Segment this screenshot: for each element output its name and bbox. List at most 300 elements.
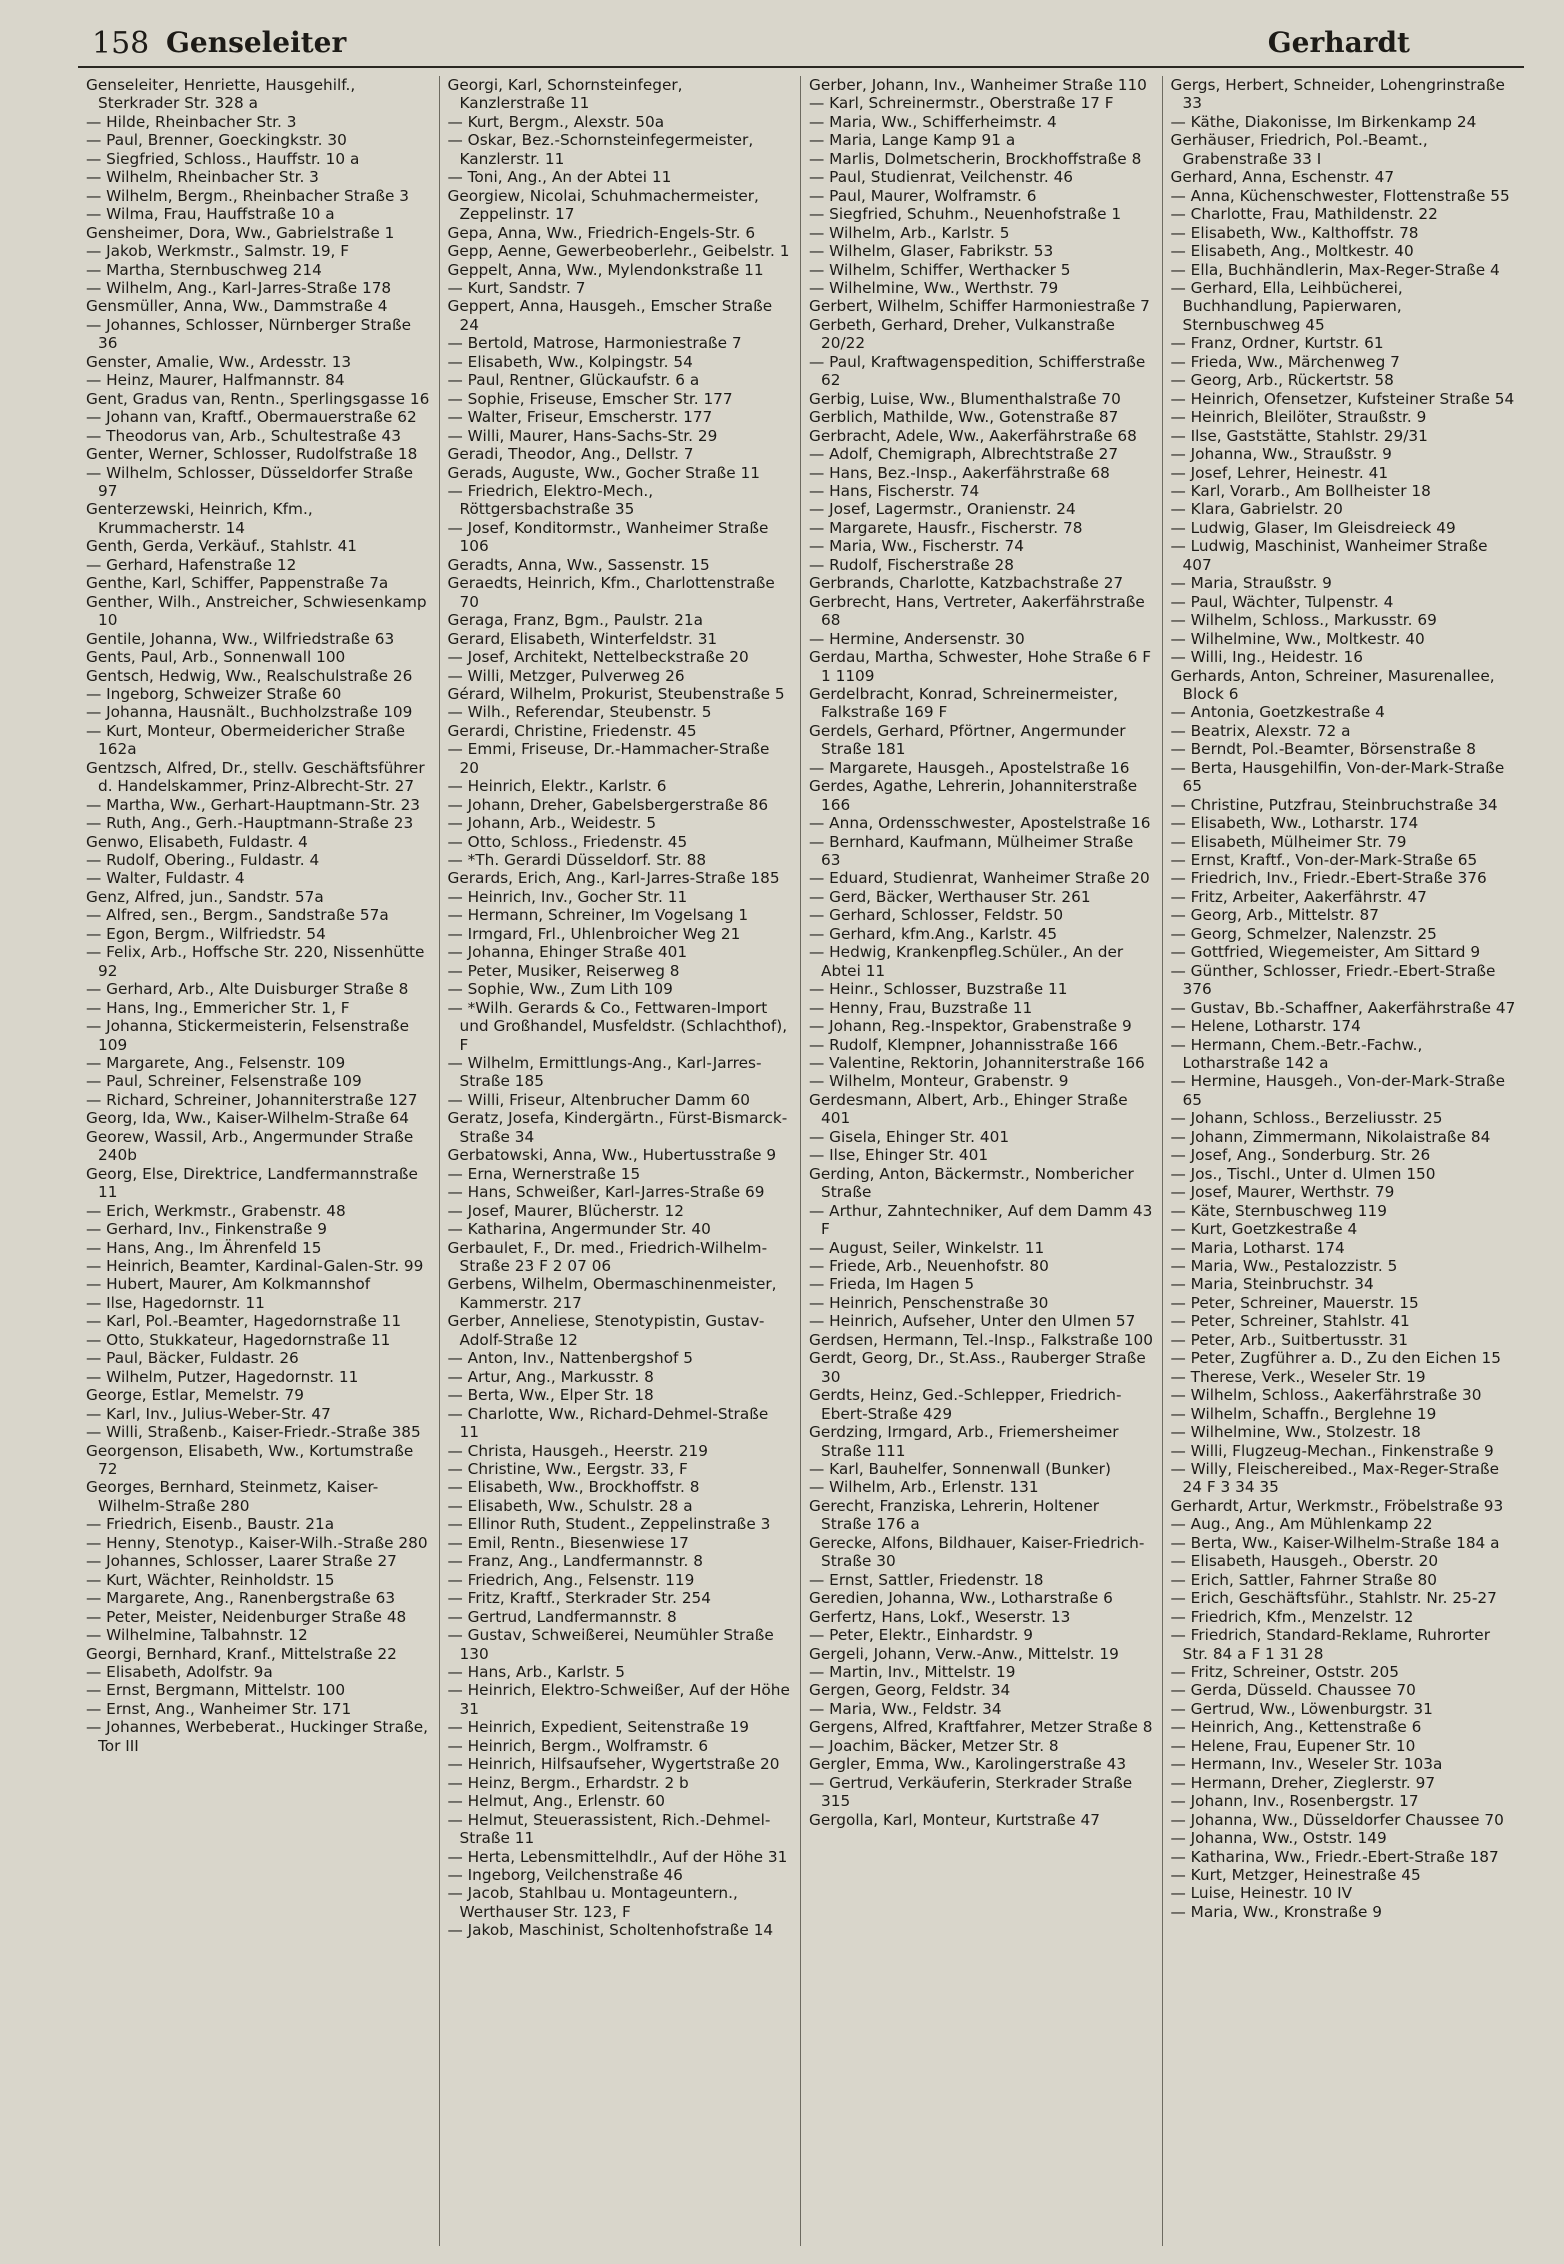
directory-entry: — Hermine, Hausgeh., Von-der-Mark-Straße 65: [1170, 1072, 1505, 1109]
directory-entry: — Josef, Maurer, Blücherstr. 12: [447, 1201, 684, 1220]
directory-entry: Geratz, Josefa, Kindergärtn., Fürst-Bismarck-Straße 34: [447, 1109, 788, 1146]
directory-entry: — Käte, Sternbuschweg 119: [1170, 1201, 1387, 1220]
directory-entry: — Wilhelm, Ermittlungs-Ang., Karl-Jarres-Straße 185: [447, 1054, 762, 1091]
directory-entry: — Charlotte, Frau, Mathildenstr. 22: [1170, 205, 1438, 224]
directory-entry: — Wilhelm, Arb., Karlstr. 5: [809, 223, 1010, 242]
directory-entry: Gerdsen, Hermann, Tel.-Insp., Falkstraße 100: [809, 1330, 1153, 1349]
directory-entry: — Johanna, Stickermeisterin, Felsenstraße 109: [86, 1017, 409, 1054]
directory-entry: — Gustav, Bb.-Schaffner, Aakerfährstraße 47: [1170, 998, 1516, 1017]
directory-entry: — Christine, Putzfrau, Steinbruchstraße 34: [1170, 795, 1498, 814]
directory-entry: — Maria, Ww., Pestalozzistr. 5: [1170, 1257, 1398, 1275]
directory-entry: — Paul, Maurer, Wolframstr. 6: [809, 186, 1037, 205]
directory-entry: — Antonia, Goetzkestraße 4: [1170, 703, 1385, 722]
directory-entry: — Georg, Schmelzer, Nalenzstr. 25: [1170, 924, 1437, 943]
right-running-head: Gerhardt: [1267, 26, 1410, 59]
directory-entry: Georgenson, Elisabeth, Ww., Kortumstraße 72: [86, 1441, 414, 1478]
directory-entry: — Paul, Brenner, Goeckingkstr. 30: [86, 131, 347, 150]
directory-entry: — Maria, Ww., Schifferheimstr. 4: [809, 112, 1057, 131]
directory-entry: — Arthur, Zahntechniker, Auf dem Damm 43 F: [809, 1201, 1153, 1239]
page-header: [78, 22, 1524, 68]
directory-entry: — Käthe, Diakonisse, Im Birkenkamp 24: [1170, 112, 1477, 131]
directory-entry: Geppelt, Anna, Ww., Mylendonkstraße 11: [447, 260, 764, 279]
directory-entry: — Marlis, Dolmetscherin, Brockhoffstraße 8: [809, 149, 1142, 168]
directory-entry: — Wilh., Referendar, Steubenstr. 5: [447, 703, 712, 722]
directory-entry: — Johann, Reg.-Inspektor, Grabenstraße 9: [809, 1017, 1132, 1036]
directory-entry: Gerbens, Wilhelm, Obermaschinenmeister, Kammerstr. 217: [447, 1275, 777, 1312]
directory-entry: — Heinrich, Inv., Gocher Str. 11: [447, 887, 688, 906]
directory-entry: — Egon, Bergm., Wilfriedstr. 54: [86, 924, 326, 943]
directory-entry: Gerecke, Alfons, Bildhauer, Kaiser-Friedrich-Straße 30: [809, 1533, 1145, 1571]
directory-entry: Geppert, Anna, Hausgeh., Emscher Straße 24: [447, 297, 773, 334]
directory-entry: — Johanna, Ww., Oststr. 149: [1170, 1829, 1387, 1848]
directory-entry: — Wilhelm, Ang., Karl-Jarres-Straße 178: [86, 278, 392, 297]
directory-entry: Genthe, Karl, Schiffer, Pappenstraße 7a: [86, 574, 389, 593]
directory-entry: — Ingeborg, Schweizer Straße 60: [86, 684, 342, 703]
directory-entry: — Ilse, Ehinger Str. 401: [809, 1146, 989, 1165]
directory-entry: — Anton, Inv., Nattenbergshof 5: [447, 1349, 694, 1368]
directory-entry: Gerads, Auguste, Ww., Gocher Straße 11: [447, 463, 760, 482]
directory-entry: — Hermann, Schreiner, Im Vogelsang 1: [447, 906, 749, 925]
directory-entry: Gerard, Elisabeth, Winterfeldstr. 31: [447, 629, 718, 648]
directory-entry: — Alfred, sen., Bergm., Sandstraße 57a: [86, 906, 389, 925]
directory-entry: — Wilhelm, Bergm., Rheinbacher Straße 3: [86, 186, 409, 205]
directory-entry: Gerdesmann, Albert, Arb., Ehinger Straße 401: [809, 1090, 1128, 1128]
directory-entry: — Heinrich, Aufseher, Unter den Ulmen 57: [809, 1312, 1136, 1331]
directory-entry: Gents, Paul, Arb., Sonnenwall 100: [86, 648, 346, 667]
directory-entry: Gerbig, Luise, Ww., Blumenthalstraße 70: [809, 389, 1121, 408]
directory-entry: — Gertrud, Ww., Löwenburgstr. 31: [1170, 1699, 1433, 1718]
directory-entry: — Maria, Lotharst. 174: [1170, 1238, 1345, 1257]
directory-columns: [78, 76, 1524, 2246]
directory-entry: — Peter, Elektr., Einhardstr. 9: [809, 1626, 1034, 1645]
directory-entry: — Frieda, Im Hagen 5: [809, 1275, 975, 1294]
directory-entry: — Siegfried, Schloss., Hauffstr. 10 a: [86, 149, 360, 168]
directory-entry: Gerbeth, Gerhard, Dreher, Vulkanstraße 20/22: [809, 315, 1115, 353]
directory-entry: Geredien, Johanna, Ww., Lotharstraße 6: [809, 1589, 1113, 1608]
directory-entry: Gepa, Anna, Ww., Friedrich-Engels-Str. 6: [447, 223, 756, 242]
directory-entry: Gergens, Alfred, Kraftfahrer, Metzer Straße 8: [809, 1718, 1153, 1737]
column-1: [78, 76, 440, 2246]
directory-entry: — Friedrich, Ang., Felsenstr. 119: [447, 1570, 695, 1589]
directory-entry: — Johannes, Schlosser, Nürnberger Straße 36: [86, 315, 412, 353]
directory-entry: — Toni, Ang., An der Abtei 11: [447, 168, 672, 187]
directory-entry: — Henny, Stenotyp., Kaiser-Wilh.-Straße 280: [86, 1533, 428, 1552]
directory-entry: — Friedrich, Elektro-Mech., Röttgersbachstraße 35: [447, 481, 654, 519]
directory-entry: — Irmgard, Frl., Uhlenbroicher Weg 21: [447, 924, 741, 943]
directory-entry: Gent, Gradus van, Rentn., Sperlingsgasse 16: [86, 389, 430, 408]
directory-entry: — Ruth, Ang., Gerh.-Hauptmann-Straße 23: [86, 814, 414, 833]
directory-entry: — Maria, Lange Kamp 91 a: [809, 131, 1016, 150]
directory-entry: — Ingeborg, Veilchenstraße 46: [447, 1865, 683, 1884]
directory-entry: — Willy, Fleischereibed., Max-Reger-Straße 24 F 3 34 35: [1170, 1459, 1500, 1497]
directory-entry: Gerecht, Franziska, Lehrerin, Holtener Straße 176 a: [809, 1496, 1100, 1534]
directory-entry: — Elisabeth, Adolfstr. 9a: [86, 1662, 273, 1681]
directory-entry: — Hermann, Dreher, Zieglerstr. 97: [1170, 1773, 1436, 1792]
directory-entry: — Ernst, Bergmann, Mittelstr. 100: [86, 1681, 346, 1700]
directory-entry: — Jakob, Maschinist, Scholtenhofstraße 14: [447, 1921, 774, 1940]
directory-entry: Georg, Ida, Ww., Kaiser-Wilhelm-Straße 64: [86, 1109, 410, 1128]
directory-entry: — Heinrich, Elektro-Schweißer, Auf der Höhe 31: [447, 1681, 790, 1718]
directory-entry: — Heinrich, Beamter, Kardinal-Galen-Str. 99: [86, 1257, 424, 1275]
directory-entry: Gerbrands, Charlotte, Katzbachstraße 27: [809, 574, 1124, 593]
directory-entry: — Wilhelm, Glaser, Fabrikstr. 53: [809, 242, 1054, 261]
directory-entry: — Katharina, Angermunder Str. 40: [447, 1220, 711, 1239]
directory-entry: — Karl, Pol.-Beamter, Hagedornstraße 11: [86, 1312, 402, 1331]
directory-entry: — Kurt, Goetzkestraße 4: [1170, 1220, 1358, 1239]
directory-entry: — Heinrich, Ang., Kettenstraße 6: [1170, 1718, 1422, 1737]
directory-entry: — Hans, Bez.-Insp., Aakerfährstraße 68: [809, 463, 1110, 482]
directory-entry: Genz, Alfred, jun., Sandstr. 57a: [86, 887, 324, 906]
directory-entry: — *Th. Gerardi Düsseldorf. Str. 88: [447, 851, 707, 870]
directory-entry: — Peter, Meister, Neidenburger Straße 48: [86, 1607, 407, 1626]
directory-entry: — Paul, Schreiner, Felsenstraße 109: [86, 1072, 362, 1091]
directory-entry: — Johanna, Hausnält., Buchholzstraße 109: [86, 703, 413, 722]
directory-entry: — Gerhard, Arb., Alte Duisburger Straße 8: [86, 980, 409, 999]
directory-entry: — Karl, Vorarb., Am Bollheister 18: [1170, 481, 1431, 500]
directory-entry: — Heinrich, Bergm., Wolframstr. 6: [447, 1736, 709, 1755]
column-4: [1163, 76, 1525, 2246]
directory-entry: — Heinrich, Ofensetzer, Kufsteiner Straße 54: [1170, 389, 1515, 408]
directory-entry: Geradts, Anna, Ww., Sassenstr. 15: [447, 555, 710, 574]
directory-entry: — Wilhelm, Putzer, Hagedornstr. 11: [86, 1367, 359, 1386]
directory-entry: — Margarete, Ang., Felsenstr. 109: [86, 1054, 346, 1073]
directory-entry: — Gerhard, Inv., Finkenstraße 9: [86, 1220, 327, 1239]
directory-entry: — Paul, Rentner, Glückaufstr. 6 a: [447, 371, 700, 390]
directory-entry: — Friede, Arb., Neuenhofstr. 80: [809, 1257, 1049, 1275]
directory-entry: — Günther, Schlosser, Friedr.-Ebert-Straße 376: [1170, 961, 1496, 999]
directory-entry: — Johanna, Ehinger Straße 401: [447, 943, 688, 962]
directory-entry: — Berndt, Pol.-Beamter, Börsenstraße 8: [1170, 740, 1476, 759]
directory-entry: — Peter, Schreiner, Stahlstr. 41: [1170, 1312, 1410, 1331]
directory-entry: — Johann, Arb., Weidestr. 5: [447, 814, 657, 833]
directory-entry: — Bertold, Matrose, Harmoniestraße 7: [447, 334, 742, 353]
directory-entry: — Katharina, Ww., Friedr.-Ebert-Straße 187: [1170, 1847, 1499, 1866]
directory-entry: Gerhäuser, Friedrich, Pol.-Beamt., Grabenstraße 33 I: [1170, 131, 1428, 168]
directory-entry: Gerdelbracht, Konrad, Schreinermeister, Falkstraße 169 F: [809, 684, 1118, 722]
directory-entry: — Karl, Bauhelfer, Sonnenwall (Bunker): [809, 1459, 1111, 1478]
directory-entry: — Hermine, Andersenstr. 30: [809, 629, 1025, 648]
directory-entry: — Fritz, Arbeiter, Aakerfährstr. 47: [1170, 887, 1427, 906]
directory-entry: — Wilhelm, Schloss., Aakerfährstraße 30: [1170, 1386, 1482, 1405]
directory-entry: — Erna, Wernerstraße 15: [447, 1164, 641, 1183]
directory-entry: — Christine, Ww., Eergstr. 33, F: [447, 1459, 688, 1478]
directory-entry: — Helmut, Ang., Erlenstr. 60: [447, 1792, 665, 1811]
directory-entry: Gerdts, Heinz, Ged.-Schlepper, Friedrich-Ebert-Straße 429: [809, 1386, 1122, 1423]
directory-entry: — Gerda, Düsseld. Chaussee 70: [1170, 1681, 1416, 1700]
directory-entry: — Johann, Inv., Rosenbergstr. 17: [1170, 1792, 1419, 1811]
directory-entry: Gerards, Erich, Ang., Karl-Jarres-Straße 185: [447, 869, 780, 888]
directory-entry: Genwo, Elisabeth, Fuldastr. 4: [86, 832, 308, 851]
directory-entry: — Erich, Werkmstr., Grabenstr. 48: [86, 1201, 346, 1220]
directory-entry: — Walter, Friseur, Emscherstr. 177: [447, 408, 713, 427]
directory-entry: Genterzewski, Heinrich, Kfm., Krummacherstr. 14: [86, 500, 313, 537]
directory-entry: — Ernst, Kraftf., Von-der-Mark-Straße 65: [1170, 851, 1478, 870]
directory-entry: — Berta, Hausgehilfin, Von-der-Mark-Straße 65: [1170, 758, 1505, 796]
directory-entry: — Henny, Frau, Buzstraße 11: [809, 998, 1033, 1017]
directory-entry: — Josef, Lagermstr., Oranienstr. 24: [809, 500, 1076, 519]
directory-entry: — Eduard, Studienrat, Wanheimer Straße 20: [809, 869, 1150, 888]
directory-entry: — Karl, Inv., Julius-Weber-Str. 47: [86, 1404, 331, 1423]
directory-entry: — Maria, Straußstr. 9: [1170, 574, 1332, 593]
directory-entry: — Wilhelm, Schlosser, Düsseldorfer Straße 97: [86, 463, 414, 500]
directory-entry: — Maria, Ww., Fischerstr. 74: [809, 537, 1024, 556]
column-2: [440, 76, 802, 2246]
directory-entry: Gepp, Aenne, Gewerbeoberlehr., Geibelstr. 1: [447, 242, 790, 261]
directory-entry: — Maria, Steinbruchstr. 34: [1170, 1275, 1374, 1294]
directory-entry: — Wilhelmine, Ww., Werthstr. 79: [809, 278, 1059, 297]
directory-entry: — Josef, Maurer, Werthstr. 79: [1170, 1183, 1395, 1202]
directory-entry: — Margarete, Hausgeh., Apostelstraße 16: [809, 758, 1130, 777]
directory-entry: — Elisabeth, Hausgeh., Oberstr. 20: [1170, 1552, 1439, 1571]
directory-entry: Gerdels, Gerhard, Pförtner, Angermunder Straße 181: [809, 721, 1126, 759]
directory-entry: — Hans, Arb., Karlstr. 5: [447, 1662, 625, 1681]
directory-entry: — Herta, Lebensmittelhdlr., Auf der Höhe 31: [447, 1847, 788, 1866]
directory-entry: Gergeli, Johann, Verw.-Anw., Mittelstr. 19: [809, 1644, 1119, 1663]
directory-entry: Geraedts, Heinrich, Kfm., Charlottenstraße 70: [447, 574, 775, 611]
directory-entry: Gentzsch, Alfred, Dr., stellv. Geschäftsführer d. Handelskammer, Prinz-Albrecht-Str. 27: [86, 758, 425, 796]
directory-entry: — Hermann, Inv., Weseler Str. 103a: [1170, 1755, 1443, 1774]
directory-entry: Geraga, Franz, Bgm., Paulstr. 21a: [447, 611, 703, 630]
directory-entry: — Wilhelmine, Ww., Stolzestr. 18: [1170, 1423, 1421, 1442]
directory-entry: Gerbaulet, F., Dr. med., Friedrich-Wilhelm-Straße 23 F 2 07 06: [447, 1238, 768, 1275]
directory-entry: — Heinrich, Elektr., Karlstr. 6: [447, 777, 667, 796]
directory-entry: — Wilhelm, Schaffn., Berglehne 19: [1170, 1404, 1437, 1423]
directory-entry: — Theodorus van, Arb., Schultestraße 43: [86, 426, 401, 445]
directory-entry: — Felix, Arb., Hoffsche Str. 220, Nissenhütte 92: [86, 943, 425, 980]
directory-entry: Georg, Else, Direktrice, Landfermannstraße 11: [86, 1164, 418, 1202]
directory-entry: — Josef, Architekt, Nettelbeckstraße 20: [447, 648, 749, 667]
directory-entry: — Johann van, Kraftf., Obermauerstraße 62: [86, 408, 417, 427]
directory-entry: — Gottfried, Wiegemeister, Am Sittard 9: [1170, 943, 1481, 962]
directory-entry: — Martha, Sternbuschweg 214: [86, 260, 322, 279]
directory-entry: — Gerhard, Ella, Leihbücherei, Buchhandlung, Papierwaren, Sternbuschweg 45: [1170, 278, 1403, 334]
directory-entry: — Elisabeth, Ww., Kolpingstr. 54: [447, 352, 693, 371]
directory-entry: — Hans, Ing., Emmericher Str. 1, F: [86, 998, 350, 1017]
directory-entry: Geradi, Theodor, Ang., Dellstr. 7: [447, 445, 694, 464]
directory-entry: — Hans, Ang., Im Ährenfeld 15: [86, 1238, 322, 1257]
directory-entry: Gerding, Anton, Bäckermstr., Nombericher Straße: [809, 1164, 1134, 1202]
directory-entry: Gentile, Johanna, Ww., Wilfriedstraße 63: [86, 629, 395, 648]
directory-entry: — Elisabeth, Ww., Brockhoffstr. 8: [447, 1478, 700, 1497]
directory-entry: — Hubert, Maurer, Am Kolkmannshof: [86, 1275, 371, 1294]
directory-entry: Georgiew, Nicolai, Schuhmachermeister, Zeppelinstr. 17: [447, 186, 759, 224]
directory-entry: — Gerhard, Schlosser, Feldstr. 50: [809, 906, 1064, 925]
directory-entry: — Wilhelm, Monteur, Grabenstr. 9: [809, 1072, 1069, 1091]
directory-entry: Georges, Bernhard, Steinmetz, Kaiser-Wilhelm-Straße 280: [86, 1478, 379, 1515]
directory-entry: — Otto, Schloss., Friedenstr. 45: [447, 832, 688, 851]
directory-entry: — Wilhelm, Schiffer, Werthacker 5: [809, 260, 1071, 279]
directory-entry: — Fritz, Schreiner, Oststr. 205: [1170, 1662, 1399, 1681]
directory-entry: — Elisabeth, Ww., Lotharstr. 174: [1170, 814, 1419, 833]
directory-entry: — Luise, Heinestr. 10 IV: [1170, 1884, 1353, 1903]
directory-entry: — Friedrich, Standard-Reklame, Ruhrorter Str. 84 a F 1 31 28: [1170, 1626, 1490, 1663]
directory-entry: — August, Seiler, Winkelstr. 11: [809, 1238, 1045, 1257]
directory-entry: — Heinr., Schlosser, Buzstraße 11: [809, 980, 1068, 999]
directory-entry: — Hermann, Chem.-Betr.-Fachw., Lotharstraße 142 a: [1170, 1035, 1423, 1073]
directory-entry: — Ella, Buchhändlerin, Max-Reger-Straße 4: [1170, 260, 1500, 279]
directory-entry: Georew, Wassil, Arb., Angermunder Straße 240b: [86, 1127, 414, 1165]
directory-entry: — Wilhelmine, Talbahnstr. 12: [86, 1626, 308, 1645]
directory-entry: — Gerd, Bäcker, Werthauser Str. 261: [809, 887, 1091, 906]
directory-entry: Gerdau, Martha, Schwester, Hohe Straße 6 F 1 1109: [809, 648, 1152, 685]
directory-entry: Gerbert, Wilhelm, Schiffer Harmoniestraße 7: [809, 297, 1150, 316]
directory-entry: — Rudolf, Fischerstraße 28: [809, 555, 1014, 574]
directory-entry: Gergen, Georg, Feldstr. 34: [809, 1681, 1011, 1700]
directory-entry: — Willi, Friseur, Altenbrucher Damm 60: [447, 1090, 750, 1109]
directory-entry: — Franz, Ordner, Kurtstr. 61: [1170, 334, 1384, 353]
directory-entry: — Paul, Studienrat, Veilchenstr. 46: [809, 168, 1074, 187]
directory-entry: — Klara, Gabrielstr. 20: [1170, 500, 1343, 519]
directory-entry: — Wilhelmine, Ww., Moltkestr. 40: [1170, 629, 1425, 648]
directory-entry: Gergs, Herbert, Schneider, Lohengrinstraße 33: [1170, 76, 1505, 113]
directory-entry: — Helene, Lotharstr. 174: [1170, 1017, 1361, 1036]
directory-entry: — Paul, Kraftwagenspedition, Schifferstraße 62: [809, 352, 1146, 390]
directory-entry: — Artur, Ang., Markusstr. 8: [447, 1367, 654, 1386]
directory-entry: — Emmi, Friseuse, Dr.-Hammacher-Straße 20: [447, 740, 770, 777]
directory-entry: — Helmut, Steuerassistent, Rich.-Dehmel-Straße 11: [447, 1810, 771, 1848]
directory-entry: — Kurt, Sandstr. 7: [447, 278, 586, 297]
directory-entry: — Joachim, Bäcker, Metzer Str. 8: [809, 1736, 1059, 1755]
directory-entry: — Elisabeth, Ww., Schulstr. 28 a: [447, 1496, 693, 1515]
directory-entry: — Sophie, Ww., Zum Lith 109: [447, 980, 673, 999]
directory-entry: — Jakob, Werkmstr., Salmstr. 19, F: [86, 242, 350, 261]
directory-entry: Genster, Amalie, Ww., Ardesstr. 13: [86, 352, 352, 371]
directory-entry: Genth, Gerda, Verkäuf., Stahlstr. 41: [86, 537, 358, 556]
directory-entry: Gerdt, Georg, Dr., St.Ass., Rauberger Straße 30: [809, 1349, 1146, 1386]
directory-entry: — Peter, Schreiner, Mauerstr. 15: [1170, 1293, 1419, 1312]
directory-entry: — Heinz, Maurer, Halfmannstr. 84: [86, 371, 345, 390]
directory-entry: — Friedrich, Eisenb., Baustr. 21a: [86, 1515, 335, 1534]
directory-entry: Genter, Werner, Schlosser, Rudolfstraße 18: [86, 445, 418, 464]
directory-entry: — Josef, Ang., Sonderburg. Str. 26: [1170, 1146, 1431, 1165]
directory-entry: George, Estlar, Memelstr. 79: [86, 1386, 304, 1405]
directory-entry: — Kurt, Wächter, Reinholdstr. 15: [86, 1570, 335, 1589]
directory-entry: Gérard, Wilhelm, Prokurist, Steubenstraße 5: [447, 684, 785, 703]
directory-entry: Gerhardt, Artur, Werkmstr., Fröbelstraße 93: [1170, 1496, 1504, 1515]
left-running-head: Genseleiter: [166, 26, 347, 59]
directory-entry: Gerhard, Anna, Eschenstr. 47: [1170, 168, 1395, 187]
directory-entry: — Peter, Musiker, Reiserweg 8: [447, 961, 680, 980]
directory-entry: Gerber, Johann, Inv., Wanheimer Straße 110: [809, 76, 1147, 94]
directory-entry: — Johannes, Werbeberat., Huckinger Straße, Tor III: [86, 1718, 428, 1755]
directory-entry: — Gisela, Ehinger Str. 401: [809, 1127, 1010, 1146]
directory-entry: — Anna, Küchenschwester, Flottenstraße 55: [1170, 186, 1510, 205]
directory-entry: Gerdes, Agathe, Lehrerin, Johanniterstraße 166: [809, 777, 1138, 814]
directory-entry: — Rudolf, Obering., Fuldastr. 4: [86, 851, 320, 870]
directory-entry: — Gerhard, kfm.Ang., Karlstr. 45: [809, 924, 1058, 943]
directory-entry: — Martin, Inv., Mittelstr. 19: [809, 1662, 1016, 1681]
directory-entry: Georgi, Karl, Schornsteinfeger, Kanzlerstraße 11: [447, 76, 683, 113]
directory-entry: — Berta, Ww., Kaiser-Wilhelm-Straße 184 a: [1170, 1533, 1500, 1552]
directory-entry: — Berta, Ww., Elper Str. 18: [447, 1386, 654, 1405]
directory-entry: — Helene, Frau, Eupener Str. 10: [1170, 1736, 1416, 1755]
directory-entry: — Margarete, Hausfr., Fischerstr. 78: [809, 518, 1083, 537]
directory-entry: Gerblich, Mathilde, Ww., Gotenstraße 87: [809, 408, 1119, 427]
directory-entry: Gerbrecht, Hans, Vertreter, Aakerfährstraße 68: [809, 592, 1145, 630]
directory-entry: — Johann, Zimmermann, Nikolaistraße 84: [1170, 1127, 1491, 1146]
directory-entry: — Sophie, Friseuse, Emscher Str. 177: [447, 389, 733, 408]
directory-entry: — Friedrich, Kfm., Menzelstr. 12: [1170, 1607, 1414, 1626]
directory-entry: — Elisabeth, Ww., Kalthoffstr. 78: [1170, 223, 1419, 242]
directory-entry: — Heinrich, Penschenstraße 30: [809, 1293, 1049, 1312]
directory-entry: — Willi, Maurer, Hans-Sachs-Str. 29: [447, 426, 718, 445]
directory-entry: — Johannes, Schlosser, Laarer Straße 27: [86, 1552, 397, 1571]
directory-entry: Gerbracht, Adele, Ww., Aakerfährstraße 68: [809, 426, 1137, 445]
directory-entry: — Richard, Schreiner, Johanniterstraße 127: [86, 1090, 418, 1109]
directory-entry: — Anna, Ordensschwester, Apostelstraße 16: [809, 814, 1151, 833]
directory-entry: — Georg, Arb., Rückertstr. 58: [1170, 371, 1394, 390]
directory-entry: — Ilse, Hagedornstr. 11: [86, 1293, 265, 1312]
directory-entry: — Georg, Arb., Mittelstr. 87: [1170, 906, 1379, 925]
directory-entry: — Paul, Bäcker, Fuldastr. 26: [86, 1349, 299, 1368]
directory-entry: — Ludwig, Maschinist, Wanheimer Straße 407: [1170, 537, 1488, 574]
directory-entry: — Heinrich, Bleilöter, Straußstr. 9: [1170, 408, 1427, 427]
directory-entry: Gentsch, Hedwig, Ww., Realschulstraße 26: [86, 666, 413, 685]
directory-entry: — Gerhard, Hafenstraße 12: [86, 555, 297, 574]
directory-entry: — Therese, Verk., Weseler Str. 19: [1170, 1367, 1426, 1386]
directory-entry: Georgi, Bernhard, Kranf., Mittelstraße 22: [86, 1644, 397, 1663]
directory-entry: — Erich, Geschäftsführ., Stahlstr. Nr. 25-27: [1170, 1589, 1497, 1608]
page-number: 158: [92, 26, 150, 61]
directory-entry: — Siegfried, Schuhm., Neuenhofstraße 1: [809, 205, 1122, 224]
directory-entry: — *Wilh. Gerards & Co., Fettwaren-Import und Großhandel, Musfeldstr. (Schlachthof), F: [447, 998, 788, 1054]
directory-entry: — Valentine, Rektorin, Johanniterstraße 166: [809, 1054, 1145, 1073]
directory-entry: — Willi, Straßenb., Kaiser-Friedr.-Straße 385: [86, 1423, 421, 1442]
directory-entry: Gerfertz, Hans, Lokf., Weserstr. 13: [809, 1607, 1071, 1626]
directory-entry: — Elisabeth, Ang., Moltkestr. 40: [1170, 242, 1414, 261]
column-3: [801, 76, 1163, 2246]
directory-entry: — Erich, Sattler, Fahrner Straße 80: [1170, 1570, 1437, 1589]
directory-entry: — Christa, Hausgeh., Heerstr. 219: [447, 1441, 708, 1460]
directory-entry: — Hedwig, Krankenpfleg.Schüler., An der Abtei 11: [809, 943, 1124, 980]
directory-entry: — Aug., Ang., Am Mühlenkamp 22: [1170, 1515, 1433, 1534]
directory-entry: — Willi, Ing., Heidestr. 16: [1170, 648, 1364, 667]
directory-entry: — Josef, Konditormstr., Wanheimer Straße 106: [447, 518, 769, 556]
directory-entry: — Jos., Tischl., Unter d. Ulmen 150: [1170, 1164, 1436, 1183]
directory-entry: — Rudolf, Klempner, Johannisstraße 166: [809, 1035, 1118, 1054]
directory-entry: — Friedrich, Inv., Friedr.-Ebert-Straße 376: [1170, 869, 1487, 888]
directory-entry: — Ernst, Ang., Wanheimer Str. 171: [86, 1699, 352, 1718]
directory-entry: — Josef, Lehrer, Heinestr. 41: [1170, 463, 1389, 482]
directory-entry: — Wilhelm, Arb., Erlenstr. 131: [809, 1478, 1039, 1497]
directory-entry: Genther, Wilh., Anstreicher, Schwiesenkamp 10: [86, 592, 427, 630]
directory-entry: — Karl, Schreinermstr., Oberstraße 17 F: [809, 94, 1114, 113]
directory-entry: — Maria, Ww., Kronstraße 9: [1170, 1902, 1382, 1921]
directory-entry: — Adolf, Chemigraph, Albrechtstraße 27: [809, 445, 1119, 464]
directory-entry: — Frieda, Ww., Märchenweg 7: [1170, 352, 1400, 371]
directory-entry: Gerbatowski, Anna, Ww., Hubertusstraße 9: [447, 1146, 777, 1165]
directory-entry: — Ernst, Sattler, Friedenstr. 18: [809, 1570, 1044, 1589]
directory-entry: — Johann, Schloss., Berzeliusstr. 25: [1170, 1109, 1443, 1128]
directory-entry: — Fritz, Kraftf., Sterkrader Str. 254: [447, 1589, 712, 1608]
directory-entry: — Ellinor Ruth, Student., Zeppelinstraße 3: [447, 1515, 771, 1534]
directory-entry: — Peter, Zugführer a. D., Zu den Eichen 15: [1170, 1349, 1501, 1368]
directory-entry: Gerhards, Anton, Schreiner, Masurenallee, Block 6: [1170, 666, 1495, 703]
directory-entry: — Charlotte, Ww., Richard-Dehmel-Straße 11: [447, 1404, 769, 1442]
directory-entry: — Maria, Ww., Feldstr. 34: [809, 1699, 1002, 1718]
directory-entry: — Ludwig, Glaser, Im Gleisdreieck 49: [1170, 518, 1456, 537]
directory-entry: — Willi, Metzger, Pulverweg 26: [447, 666, 685, 685]
directory-entry: Gergolla, Karl, Monteur, Kurtstraße 47: [809, 1810, 1100, 1829]
directory-entry: — Heinrich, Expedient, Seitenstraße 19: [447, 1718, 749, 1737]
directory-entry: — Margarete, Ang., Ranenbergstraße 63: [86, 1589, 396, 1608]
directory-entry: — Wilhelm, Schloss., Markusstr. 69: [1170, 611, 1437, 630]
directory-entry: — Wilma, Frau, Hauffstraße 10 a: [86, 205, 335, 224]
directory-entry: — Gertrud, Verkäuferin, Sterkrader Straße 315: [809, 1773, 1133, 1811]
directory-entry: Gergler, Emma, Ww., Karolingerstraße 43: [809, 1755, 1127, 1774]
directory-entry: — Walter, Fuldastr. 4: [86, 869, 245, 888]
directory-entry: — Peter, Arb., Suitbertusstr. 31: [1170, 1330, 1408, 1349]
